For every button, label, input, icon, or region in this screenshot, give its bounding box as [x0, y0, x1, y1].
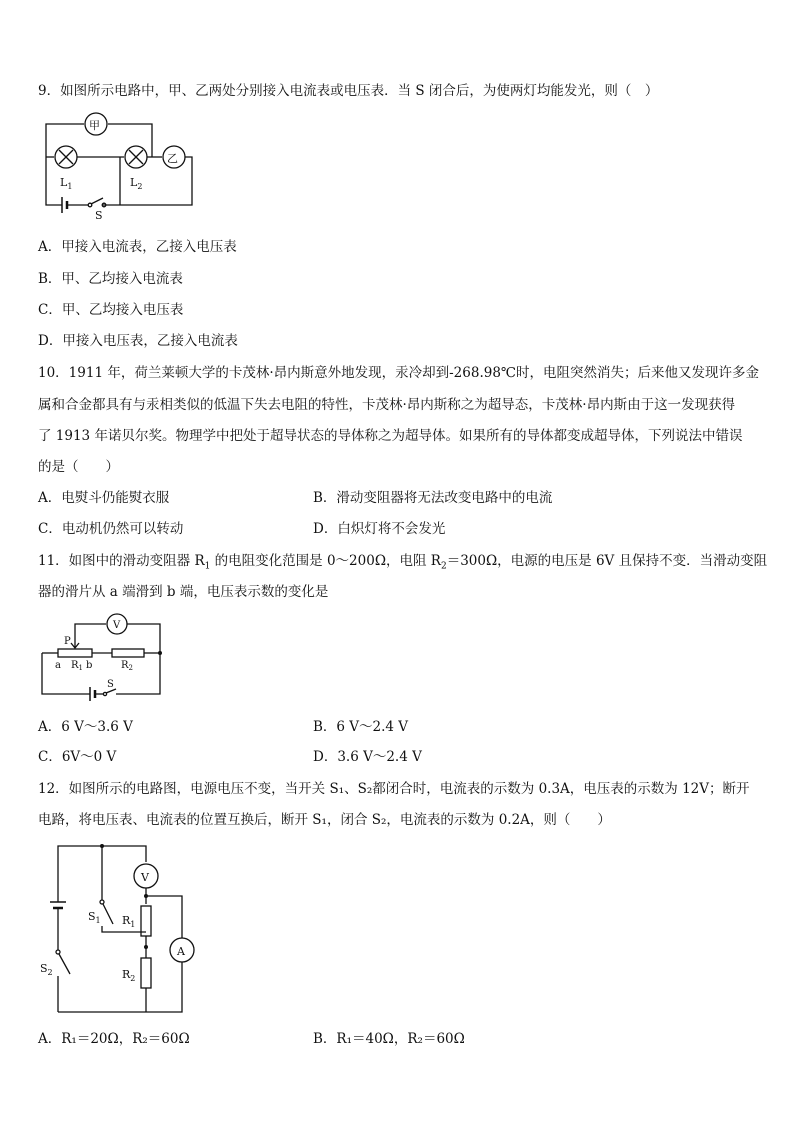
q11-option-b[interactable]: B．6 V～2.4 V: [313, 719, 409, 735]
q9-fig-yi: 乙: [167, 152, 178, 165]
q11-fig-r2: R: [121, 660, 129, 671]
q11-fig-s: S: [107, 679, 114, 690]
svg-text:S1: $S_1$: [88, 910, 101, 925]
q10-stem-line4: 的是（ ）: [38, 459, 119, 475]
q12-fig-r2: R: [122, 968, 131, 981]
q11-circuit-diagram: [38, 612, 168, 702]
q10-stem-line3: 了 1913 年诺贝尔奖。物理学中把处于超导状态的导体称之为超导体。如果所有的导体都变成超导体，下列说法中错误: [38, 428, 743, 444]
q11-fig-v: V: [113, 620, 121, 631]
q12-option-a[interactable]: A．R₁＝20Ω，R₂＝60Ω: [38, 1031, 190, 1047]
q10-option-a[interactable]: A．电熨斗仍能熨衣服: [38, 490, 170, 506]
q9-option-a[interactable]: A．甲接入电流表，乙接入电压表: [38, 239, 237, 255]
q12-stem-line1: 12．如图所示的电路图，电源电压不变，当开关 S₁、S₂都闭合时，电流表的示数为 0.3A，电压表的示数为 12V；断开: [38, 781, 750, 797]
q9-fig-l2-sub: 2: [137, 182, 143, 191]
q10-option-c[interactable]: C．电动机仍然可以转动: [38, 521, 184, 537]
q12-option-b[interactable]: B．R₁＝40Ω，R₂＝60Ω: [313, 1031, 465, 1047]
q10-stem-line1: 10．1911 年，荷兰莱顿大学的卡茂林·昂内斯意外地发现，汞冷却到-268.98℃时，电阻突然消失；后来他又发现许多金: [38, 365, 760, 381]
q9-fig-l1-sub: 1: [67, 182, 73, 191]
q9-fig-jia: 甲: [89, 119, 100, 132]
q11-fig-r1: R: [71, 660, 79, 671]
q12-stem-line2: 电路，将电压表、电流表的位置互换后，断开 S₁，闭合 S₂，电流表的示数为 0.2A，则（ ）: [38, 812, 611, 828]
q11-option-c[interactable]: C．6V～0 V: [38, 749, 117, 765]
q11-fig-p: P: [64, 636, 71, 647]
q11-stem-line2: 器的滑片从 a 端滑到 b 端，电压表示数的变化是: [38, 584, 329, 600]
q10-option-b[interactable]: B．滑动变阻器将无法改变电路中的电流: [313, 490, 553, 506]
q9-fig-s: S: [95, 209, 103, 222]
svg-text:L2: [130, 176, 142, 191]
q12-fig-s1: S: [88, 910, 96, 923]
svg-text:S2: $S_2$: [40, 962, 53, 977]
q11-stem-line1: 11．如图中的滑动变阻器 $R_1$ 的电阻变化范围是 0～200Ω，电阻 $R_2=300\Omega$，电源的电压是 6V 且保持不变．当滑动变阻: [38, 553, 768, 572]
svg-text:R1: $R_1$: [122, 914, 136, 929]
svg-text:L1: [60, 176, 72, 191]
q12-fig-r1: R: [122, 914, 131, 927]
q9-stem: 9．如图所示电路中，甲、乙两处分别接入电流表或电压表．当 S 闭合后，为使两灯均能发光，则（ ）: [38, 83, 659, 99]
q11-option-a[interactable]: A．6 V～3.6 V: [38, 719, 133, 735]
q10-stem-line2: 属和合金都具有与汞相类似的低温下失去电阻的特性，卡茂林·昂内斯称之为超导态，卡茂林·昂内斯由于这一发现获得: [38, 397, 736, 413]
svg-text:R2: $R_2$: [122, 968, 136, 983]
q12-fig-a: A: [177, 945, 185, 958]
q12-fig-s2: S: [40, 962, 48, 975]
svg-text:R2: $R_2$: [121, 660, 133, 672]
q9-option-d[interactable]: D．甲接入电压表，乙接入电流表: [38, 333, 238, 349]
q12-fig-v: V: [141, 871, 149, 884]
q9-circuit-diagram: [40, 112, 200, 222]
q11-fig-a: a: [55, 660, 61, 671]
q9-option-b[interactable]: B．甲、乙均接入电流表: [38, 271, 183, 287]
q9-option-c[interactable]: C．甲、乙均接入电压表: [38, 302, 184, 318]
svg-text:R1: $R_1$: [71, 660, 83, 672]
q9-fig-l1: L: [60, 176, 68, 189]
q10-option-d[interactable]: D．白炽灯将不会发光: [313, 521, 446, 537]
q12-circuit-diagram: [38, 840, 198, 1020]
q9-fig-l2: L: [130, 176, 138, 189]
q11-fig-b: b: [86, 660, 93, 671]
q11-option-d[interactable]: D．3.6 V～2.4 V: [313, 749, 422, 765]
